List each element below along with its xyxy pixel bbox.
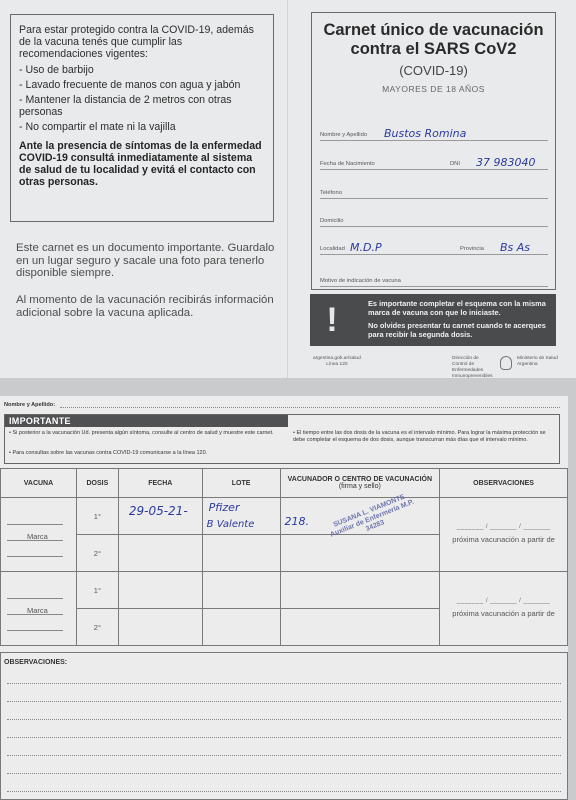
table-header-row [1, 469, 568, 498]
important-text-3: • El tiempo entre las dos dosis de la vacuna es el intervalo mínimo. Para lograr la máxima protección se debe completar el esquema de dos dosis, aunque transcurran más días que el intervalo mínimo. [293, 430, 546, 443]
notice-bring-card: No olvides presentar tu carnet cuando te acerques para recibir la segunda dosis. [368, 321, 546, 339]
name-label: Nombre y Apellido [320, 132, 368, 138]
phone-field [320, 184, 548, 199]
card-identity-box [311, 12, 556, 290]
province-label: Provincia [460, 246, 484, 252]
footer-phone: Línea 120 [326, 362, 348, 367]
entry-lot-number: 218. [284, 515, 309, 528]
birth-field [320, 155, 548, 170]
dose-1: 1° [76, 572, 118, 609]
brand-line [7, 524, 63, 525]
form-name-label: Nombre y Apellido: [4, 402, 56, 408]
card-outer-side [0, 0, 576, 378]
recommendation-item: - Mantener la distancia de 2 metros con otras personas [19, 94, 232, 119]
lot-cell [202, 535, 280, 572]
locality-field [320, 240, 548, 255]
locality-label: Localidad [320, 246, 345, 252]
recommendation-item: - No compartir el mate ni la vajilla [19, 121, 176, 134]
province-value: Bs As [500, 241, 531, 254]
address-field [320, 212, 548, 227]
observation-line [7, 701, 561, 702]
table-row [1, 572, 568, 609]
phone-label: Teléfono [320, 190, 342, 196]
dose-2: 2° [76, 609, 118, 646]
entry-lot-line2: B Valente [206, 519, 255, 530]
header-dose: DOSIS [76, 469, 118, 498]
name-field [320, 126, 548, 141]
date-cell [118, 535, 202, 572]
brand-line [7, 598, 63, 599]
important-title: IMPORTANTE [5, 415, 288, 427]
date-cell [118, 498, 202, 535]
header-center [280, 469, 440, 498]
birth-label: Fecha de Nacimiento [320, 161, 375, 167]
vaccine-brand-cell [1, 498, 77, 572]
next-vaccination-label: próxima vacunación a partir de [452, 609, 555, 618]
keep-card-text: Este carnet es un documento importante. Guardalo en un lugar seguro y sacale una foto para tenerlo disponible siempre. [16, 242, 275, 280]
observation-line [7, 755, 561, 756]
center-cell [280, 609, 440, 646]
observation-line [7, 719, 561, 720]
important-box [4, 414, 560, 464]
vaccinator-stamp: SUSANA L. VIAMONTE Auxiliar de Enfermería M.P. 34283 [328, 493, 415, 539]
entry-brand: Pfizer [208, 501, 240, 514]
next-vaccination-cell [440, 572, 568, 646]
form-name-line [60, 407, 560, 408]
header-observations: OBSERVACIONES [440, 469, 568, 498]
notice-box [310, 294, 556, 346]
argentina-seal-icon [500, 356, 512, 370]
dose-2: 2° [76, 535, 118, 572]
observations-box [0, 652, 568, 800]
brand-line [7, 614, 63, 615]
reason-label: Motivo de indicación de vacuna [320, 278, 401, 284]
card-title: Carnet único de vacunación contra el SARS CoV2 [323, 21, 544, 58]
footer-ministry: Ministerio de Salud Argentina [517, 356, 558, 367]
next-vaccination-label: próxima vacunación a partir de [452, 535, 555, 544]
recommendations-intro: Para estar protegido contra la COVID-19, además de la vacuna tenés que cumplir las recomendaciones vigentes: [19, 24, 254, 61]
date-cell [118, 572, 202, 609]
entry-date: 29-05-21- [128, 504, 188, 518]
address-label: Domicilio [320, 218, 344, 224]
date-cell [118, 609, 202, 646]
lot-cell [202, 498, 280, 535]
center-cell [280, 572, 440, 609]
observation-line [7, 683, 561, 684]
recommendation-item: - Uso de barbijo [19, 63, 94, 76]
header-center-title: VACUNADOR O CENTRO DE VACUNACIÓN [287, 476, 433, 483]
header-lot: LOTE [202, 469, 280, 498]
footer-contact [313, 356, 361, 368]
symptoms-warning: Ante la presencia de síntomas de la enfermedad COVID-19 consultá inmediatamente al sistema de salud de tu localidad y evitá el contacto con otras personas. [19, 139, 262, 189]
observation-line [7, 791, 561, 792]
reason-field [320, 272, 548, 287]
brand-line [7, 630, 63, 631]
vaccine-brand-cell [1, 572, 77, 646]
card-inner-side [0, 396, 568, 800]
header-center-sub: (firma y sello) [338, 483, 381, 490]
center-cell [280, 493, 440, 539]
brand-line [7, 540, 63, 541]
recommendations-box [10, 14, 274, 222]
additional-info-text: Al momento de la vacunación recibirás información adicional sobre la vacuna aplicada. [16, 294, 274, 319]
header-date: FECHA [118, 469, 202, 498]
observations-label: OBSERVACIONES: [4, 659, 68, 666]
table-row [1, 498, 568, 535]
fold-line [287, 0, 288, 378]
recommendation-item: - Lavado frecuente de manos con agua y jabón [19, 78, 241, 91]
observation-line [7, 737, 561, 738]
footer-direction: Dirección de Control de Enfermedades Inmunoprevenibles [452, 356, 493, 379]
brand-label: Marca [27, 606, 48, 615]
locality-value: M.D.P [350, 241, 382, 254]
footer-site: argentina.gob.ar/salud [313, 356, 361, 361]
card-subtitle: (COVID-19) [399, 63, 468, 78]
lot-cell [202, 609, 280, 646]
lot-cell [202, 572, 280, 609]
important-text-2: • Para consultas sobre las vacunas contra COVID-19 comunicarse a la línea 120. [9, 450, 208, 456]
next-vaccination-blank: _______ / _______ / _______ [456, 598, 551, 604]
vaccination-table [0, 468, 568, 646]
observation-line [7, 773, 561, 774]
dose-1: 1° [76, 498, 118, 535]
age-label: MAYORES DE 18 AÑOS [382, 84, 485, 94]
header-vaccine: VACUNA [1, 469, 77, 498]
next-vaccination-cell [440, 498, 568, 572]
dni-label: DNI [450, 161, 460, 167]
exclamation-icon: ! [326, 301, 338, 339]
brand-label: Marca [27, 532, 48, 541]
name-value: Bustos Romina [384, 127, 467, 140]
notice-same-brand: Es importante completar el esquema con la misma marca de vacuna con que lo iniciaste. [368, 299, 546, 317]
brand-line [7, 556, 63, 557]
next-vaccination-blank: _______ / _______ / _______ [456, 524, 551, 530]
dni-value: 37 983040 [476, 156, 536, 169]
important-text-1: • Si posterior a la vacunación Ud. presenta algún síntoma, consulte al centro de salud y muestre este carnet. [9, 430, 274, 436]
